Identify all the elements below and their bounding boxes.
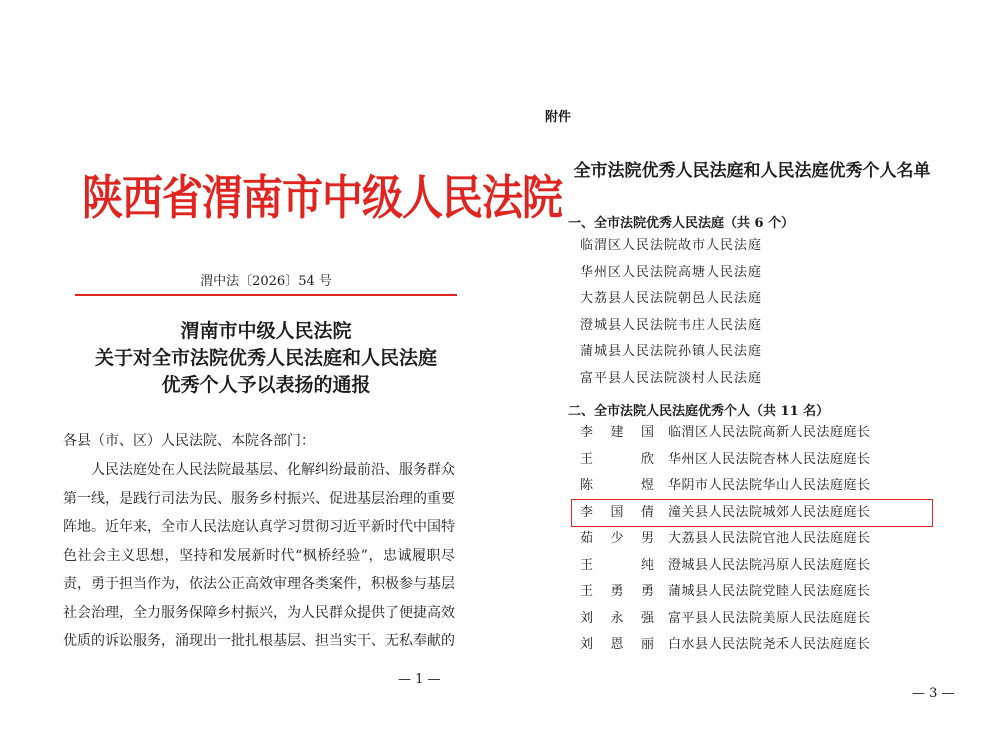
section-heading-individuals: 二、全市法院人民法庭优秀个人（共 11 名）	[568, 404, 830, 419]
person-name: 李建国	[580, 425, 654, 440]
person-position: 蒲城县人民法院党睦人民法庭庭长	[668, 584, 871, 599]
person-position: 临渭区人民法院高新人民法庭庭长	[668, 425, 871, 440]
individual-list	[580, 420, 932, 659]
person-position: 富平县人民法院美原人民法庭庭长	[668, 610, 871, 626]
person-name: 刘恩丽	[580, 637, 654, 652]
notice-title	[70, 318, 462, 399]
red-divider-line	[75, 294, 457, 296]
notice-title-line: 渭南市中级人民法院	[180, 320, 352, 342]
body-line: 优质的诉讼服务，涌现出一批扎根基层、担当实干、无私奉献的	[63, 633, 455, 649]
salutation: 各县（市、区）人民法院、本院各部门：	[63, 433, 315, 449]
person-name: 王 欣	[580, 451, 654, 467]
individual-list-item	[580, 447, 932, 474]
body-text	[63, 456, 455, 656]
person-position: 华阴市人民法院华山人民法庭庭长	[668, 478, 871, 493]
person-name: 李国倩	[580, 504, 654, 520]
document-number: 渭中法〔2026〕54 号	[200, 274, 332, 289]
person-name: 陈 煜	[580, 478, 654, 493]
page-number: — 3 —	[912, 686, 955, 701]
body-line: 社会治理，全力服务保障乡村振兴，为人民群众提供了便捷高效	[63, 604, 455, 621]
court-list-item: 临渭区人民法院故市人民法庭	[580, 238, 763, 253]
section-heading-courts: 一、全市法院优秀人民法庭（共 6 个）	[568, 216, 795, 231]
body-line: 阵地。近年来，全市人民法庭认真学习贯彻习近平新时代中国特	[63, 519, 455, 535]
person-position: 澄城县人民法院冯原人民法庭庭长	[668, 557, 871, 573]
individual-list-item	[580, 632, 932, 659]
court-list-item: 蒲城县人民法院孙镇人民法庭	[580, 344, 763, 359]
court-list-item: 华州区人民法院高塘人民法庭	[580, 264, 763, 280]
body-line: 人民法庭处在人民法院最基层、化解纠纷最前沿、服务群众	[91, 462, 455, 478]
person-name: 王勇勇	[580, 584, 654, 599]
highlighted-individual-row	[572, 500, 932, 527]
court-list-item: 澄城县人民法院韦庄人民法庭	[580, 317, 763, 333]
person-position: 潼关县人民法院城郊人民法庭庭长	[668, 504, 871, 520]
body-line: 色社会主义思想，坚持和发展新时代“枫桥经验”，忠诚履职尽	[63, 547, 455, 564]
individual-list-item	[580, 579, 932, 606]
individual-list-item	[580, 420, 932, 447]
person-position: 白水县人民法院尧禾人民法庭庭长	[668, 637, 871, 652]
notice-title-line: 优秀个人予以表扬的通报	[161, 374, 371, 396]
individual-list-item	[580, 473, 932, 500]
page-number: — 1 —	[398, 672, 441, 687]
list-title: 全市法院优秀人民法庭和人民法庭优秀个人名单	[573, 161, 931, 181]
attachment-label: 附件	[545, 110, 572, 125]
person-position: 大荔县人民法院官池人民法庭庭长	[668, 531, 871, 546]
individual-list-item	[580, 606, 932, 633]
court-list	[580, 233, 762, 392]
individual-list-item	[580, 526, 932, 553]
body-line: 第一线，是践行司法为民、服务乡村振兴、促进基层治理的重要	[63, 490, 455, 507]
notice-title-line: 关于对全市法院优秀人民法庭和人民法庭	[94, 347, 437, 369]
person-name: 刘永强	[580, 610, 654, 626]
person-name: 茹少男	[580, 531, 654, 546]
person-position: 华州区人民法院杏林人民法庭庭长	[668, 451, 871, 467]
court-list-item: 富平县人民法院淡村人民法庭	[580, 370, 763, 386]
individual-list-item	[580, 553, 932, 580]
issuing-authority-title: 陕西省渭南市中级人民法院	[82, 170, 562, 226]
person-name: 王 纯	[580, 557, 654, 573]
right-page	[500, 0, 1000, 750]
court-list-item: 大荔县人民法院朝邑人民法庭	[580, 291, 763, 306]
body-line: 责，勇于担当作为，依法公正高效审理各类案件，积极参与基层	[63, 576, 455, 592]
